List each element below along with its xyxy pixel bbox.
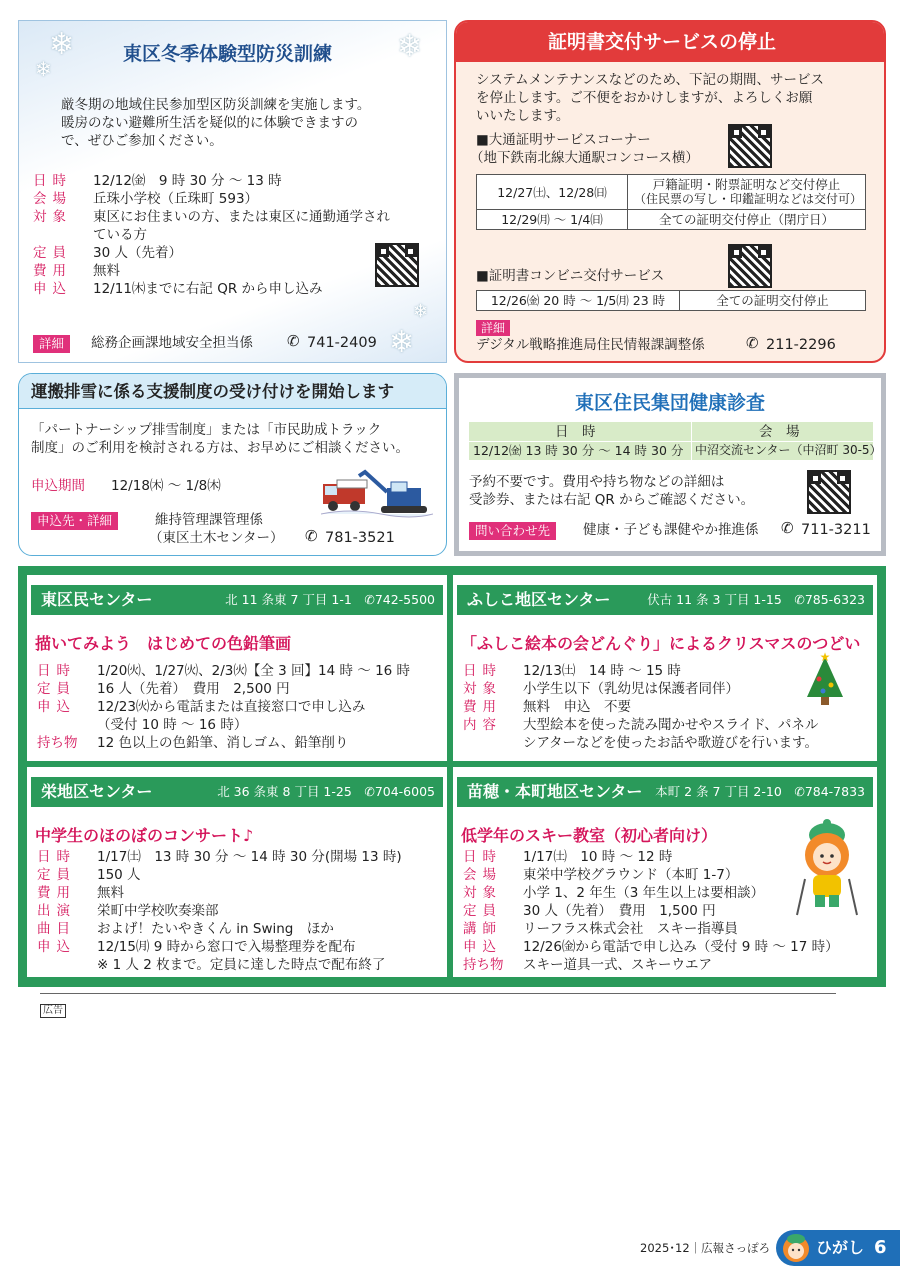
qr-code[interactable] bbox=[375, 243, 419, 287]
contact-text: 健康・子ども課健やか推進係 bbox=[583, 522, 759, 538]
phone-number: 741-2409 bbox=[307, 335, 377, 351]
center-address: 本町 2 条 7 丁目 2-10 bbox=[655, 784, 782, 799]
phone-number: 784-7833 bbox=[804, 784, 865, 799]
health-panel bbox=[454, 373, 886, 556]
period-value: 12/18㈭ ～ 1/8㈭ bbox=[111, 478, 221, 494]
contact-text: デジタル戦略推進局住民情報課調整係 bbox=[476, 337, 705, 353]
snowflake-icon: ❄ bbox=[35, 57, 52, 81]
phone-icon: ✆ bbox=[287, 332, 300, 350]
row-value: 大型絵本を使った読み聞かせやスライド、パネル bbox=[523, 717, 819, 733]
row-label: 申込 bbox=[33, 281, 72, 297]
corner-sub: （地下鉄南北線大通駅コンコース横） bbox=[470, 150, 699, 166]
row-label: 曲目 bbox=[37, 921, 76, 937]
phone-icon: ✆ bbox=[794, 592, 805, 607]
phone-icon: ✆ bbox=[781, 519, 794, 537]
phone-icon: ✆ bbox=[305, 527, 318, 545]
row-value: 12/15㈪ 9 時から窓口で入場整理券を配布 bbox=[97, 939, 356, 955]
snow-truck-illustration bbox=[321, 466, 433, 518]
center-name: 東区民センター bbox=[41, 590, 153, 609]
snowflake-icon: ❄ bbox=[389, 325, 415, 360]
phone-number: 781-3521 bbox=[325, 530, 395, 546]
row-label: 講師 bbox=[463, 921, 502, 937]
center-header bbox=[31, 585, 443, 615]
drill-intro-2: 暖房のない避難所生活を疑似的に体験できますの bbox=[61, 115, 358, 131]
health-title: 東区住民集団健康診査 bbox=[575, 392, 766, 414]
desc-cell: 全ての証明交付停止（閉庁日） bbox=[628, 210, 866, 230]
row-value: 12 色以上の色鉛筆、消しゴム、鉛筆削り bbox=[97, 735, 349, 751]
health-note-2: 受診券、または右記 QR からご確認ください。 bbox=[469, 492, 755, 508]
phone-number: 211-2296 bbox=[766, 337, 836, 353]
event-title: 「ふしこ絵本の会どんぐり」によるクリスマスのつどい bbox=[461, 634, 861, 653]
row-value: 12/13㈯ 14 時 ～ 15 時 bbox=[523, 663, 681, 679]
row-label: 費用 bbox=[33, 263, 72, 279]
center-address: 北 11 条東 7 丁目 1-1 bbox=[225, 592, 352, 607]
row-value: ている方 bbox=[93, 227, 147, 243]
period-label: 申込期間 bbox=[31, 478, 85, 494]
row-value: スキー道具一式、スキーウエア bbox=[523, 957, 712, 973]
cert-intro-1: システムメンテナンスなどのため、下記の期間、サービス bbox=[476, 72, 825, 88]
snowflake-icon: ❄ bbox=[397, 29, 423, 64]
center-header bbox=[457, 585, 873, 615]
drill-title: 東区冬季体験型防災訓練 bbox=[123, 43, 333, 65]
phone-number: 742-5500 bbox=[374, 592, 435, 607]
row-label: 申込 bbox=[463, 939, 502, 955]
center-header bbox=[457, 777, 873, 807]
row-value: 16 人（先着） 費用 2,500 円 bbox=[97, 681, 290, 697]
footer-issue: 2025･12｜広報さっぽろ bbox=[640, 1241, 771, 1255]
row-label: 定員 bbox=[33, 245, 72, 261]
row-value: 12/11㈭までに右記 QR から申し込み bbox=[93, 281, 323, 297]
snow-panel bbox=[18, 373, 447, 556]
qr-code[interactable] bbox=[728, 244, 772, 288]
row-value: 1/17㈯ 10 時 ～ 12 時 bbox=[523, 849, 673, 865]
mascot-icon bbox=[780, 1232, 812, 1264]
row-value: 小学生以下（乳幼児は保護者同伴） bbox=[523, 681, 739, 697]
row-value: シアターなどを使ったお話や歌遊びを行います。 bbox=[523, 735, 818, 751]
qr-code[interactable] bbox=[807, 470, 851, 514]
phone-number: 704-6005 bbox=[374, 784, 435, 799]
cert-panel bbox=[454, 20, 886, 363]
row-label: 対象 bbox=[33, 209, 72, 225]
row-label: 対象 bbox=[463, 681, 502, 697]
detail-badge: 詳細 bbox=[33, 335, 70, 353]
ad-divider bbox=[40, 993, 836, 994]
center-address: 伏古 11 条 3 丁目 1-15 bbox=[647, 592, 782, 607]
drill-intro-3: で、ぜひご参加ください。 bbox=[61, 133, 223, 149]
phone-icon: ✆ bbox=[364, 784, 375, 799]
row-value: （受付 10 時 ～ 16 時） bbox=[97, 717, 248, 733]
row-value: リーフラス株式会社 スキー指導員 bbox=[523, 921, 738, 937]
row-label: 対象 bbox=[463, 885, 502, 901]
row-value: 無料 bbox=[97, 885, 124, 901]
row-value: 栄町中学校吹奏楽部 bbox=[97, 903, 219, 919]
phone-icon: ✆ bbox=[746, 334, 759, 352]
snowflake-icon: ❄ bbox=[49, 27, 75, 62]
row-label: 費用 bbox=[463, 699, 502, 715]
center-name: 栄地区センター bbox=[41, 782, 153, 801]
snowflake-icon: ❄ bbox=[413, 301, 429, 322]
row-label: 日時 bbox=[463, 663, 502, 679]
centers-frame bbox=[18, 566, 886, 987]
row-value: 12/12㈮ 9 時 30 分 ～ 13 時 bbox=[93, 173, 282, 189]
desc-cell: 全ての証明交付停止 bbox=[680, 291, 866, 311]
period-cell: 12/26㈮ 20 時 ～ 1/5㈪ 23 時 bbox=[477, 291, 680, 311]
row-label: 会場 bbox=[33, 191, 72, 207]
row-value: 1/20㈫、1/27㈫、2/3㈫【全 3 回】14 時 ～ 16 時 bbox=[97, 663, 411, 679]
row-label: 日時 bbox=[37, 849, 76, 865]
skier-child-illustration bbox=[787, 817, 873, 917]
row-label: 申込 bbox=[37, 939, 76, 955]
event-title: 中学生のほのぼのコンサート♪ bbox=[35, 826, 254, 845]
row-value: 30 人（先着） 費用 1,500 円 bbox=[523, 903, 716, 919]
row-value: 小学 1、2 年生（3 年生以上は要相談） bbox=[523, 885, 765, 901]
row-label: 日時 bbox=[463, 849, 502, 865]
contact-text: （東区土木センター） bbox=[149, 530, 284, 546]
head-place: 会 場 bbox=[759, 424, 800, 440]
row-label: 定員 bbox=[37, 867, 76, 883]
ad-label: 広告 bbox=[40, 1004, 66, 1018]
contact-text: 維持管理課管理係 bbox=[155, 512, 263, 528]
row-label: 会場 bbox=[463, 867, 502, 883]
snow-intro-2: 制度」のご利用を検討される方は、お早めにご相談ください。 bbox=[31, 440, 409, 456]
period-cell: 12/29㈪ ～ 1/4㈰ bbox=[477, 210, 628, 230]
conv-table bbox=[476, 290, 866, 311]
event-title: 低学年のスキー教室（初心者向け） bbox=[461, 826, 718, 845]
detail-badge: 問い合わせ先 bbox=[469, 522, 556, 540]
center-address: 北 36 条東 8 丁目 1-25 bbox=[217, 784, 352, 799]
snow-intro-1: 「パートナーシップ排雪制度」または「市民助成トラック bbox=[31, 422, 382, 438]
center-name: ふしこ地区センター bbox=[467, 590, 611, 609]
row-label: 費用 bbox=[37, 885, 76, 901]
center-card bbox=[453, 575, 877, 761]
center-header bbox=[31, 777, 443, 807]
footer-section-tab bbox=[776, 1230, 900, 1266]
cert-title: 証明書交付サービスの停止 bbox=[548, 31, 777, 53]
row-value: 30 人（先着） bbox=[93, 245, 182, 261]
row-value: 無料 bbox=[93, 263, 120, 279]
period-cell: 12/27㈯、12/28㈰ bbox=[477, 175, 628, 210]
svg-text:★: ★ bbox=[819, 651, 831, 664]
event-title: 描いてみよう はじめての色鉛筆画 bbox=[35, 634, 292, 653]
center-card bbox=[453, 767, 877, 977]
health-note-1: 予約不要です。費用や持ち物などの詳細は bbox=[469, 474, 725, 490]
row-value: およげ！たいやきくん in Swing ほか bbox=[97, 921, 334, 937]
detail-badge: 申込先・詳細 bbox=[31, 512, 118, 530]
footer-section: ひがし bbox=[816, 1238, 865, 1257]
conv-title: ■証明書コンビニ交付サービス bbox=[476, 268, 665, 284]
row-value: 丘珠小学校（丘珠町 593） bbox=[93, 191, 259, 207]
desc-cell: 戸籍証明・附票証明など交付停止 （住民票の写し・印鑑証明などは交付可） bbox=[628, 175, 866, 210]
snow-title: 運搬排雪に係る支援制度の受け付けを開始します bbox=[31, 382, 394, 401]
footer-page-number: 6 bbox=[874, 1237, 887, 1258]
row-value: 無料 申込 不要 bbox=[523, 699, 631, 715]
drill-intro-1: 厳冬期の地域住民参加型区防災訓練を実施します。 bbox=[61, 97, 371, 113]
center-card bbox=[27, 575, 447, 761]
center-name: 苗穂・本町地区センター bbox=[467, 782, 643, 801]
cert-intro-3: いいたします。 bbox=[476, 108, 570, 124]
date-value: 12/12㈮ 13 時 30 分 ～ 14 時 30 分 bbox=[473, 443, 684, 458]
row-value: 150 人 bbox=[97, 867, 141, 883]
row-label: 申込 bbox=[37, 699, 76, 715]
row-value: 12/26㈮から電話で申し込み（受付 9 時 ～ 17 時） bbox=[523, 939, 839, 955]
cert-intro-2: を停止します。ご不便をおかけしますが、よろしくお願 bbox=[476, 90, 813, 106]
row-value: 12/23㈫から電話または直接窓口で申し込み bbox=[97, 699, 366, 715]
christmas-tree-illustration bbox=[803, 651, 847, 711]
row-value: 東区にお住まいの方、または東区に通勤通学され bbox=[93, 209, 390, 225]
phone-icon: ✆ bbox=[364, 592, 375, 607]
detail-badge: 詳細 bbox=[476, 320, 510, 336]
head-date: 日 時 bbox=[555, 424, 596, 440]
place-value: 中沼交流センター（中沼町 30-5） bbox=[695, 443, 882, 457]
row-value: 東栄中学校グラウンド（本町 1-7） bbox=[523, 867, 739, 883]
drill-panel bbox=[18, 20, 447, 363]
health-table bbox=[469, 422, 882, 460]
phone-number: 785-6323 bbox=[804, 592, 865, 607]
row-label: 定員 bbox=[463, 903, 502, 919]
row-label: 日時 bbox=[33, 173, 72, 189]
corner-title: ■大通証明サービスコーナー bbox=[476, 132, 651, 148]
row-label: 出演 bbox=[37, 903, 76, 919]
row-label: 日時 bbox=[37, 663, 76, 679]
phone-number: 711-3211 bbox=[801, 522, 871, 538]
corner-table bbox=[476, 174, 866, 230]
footer-publication: 広報さっぽろ bbox=[701, 1241, 771, 1255]
row-label: 持ち物 bbox=[37, 735, 78, 751]
contact-text: 総務企画課地域安全担当係 bbox=[91, 335, 253, 351]
row-label: 持ち物 bbox=[463, 957, 504, 973]
qr-code[interactable] bbox=[728, 124, 772, 168]
row-label: 内容 bbox=[463, 717, 502, 733]
center-card bbox=[27, 767, 447, 977]
phone-icon: ✆ bbox=[794, 784, 805, 799]
row-value: 1/17㈯ 13 時 30 分 ～ 14 時 30 分(開場 13 時) bbox=[97, 849, 402, 865]
row-label: 定員 bbox=[37, 681, 76, 697]
row-value: ※ 1 人 2 枚まで。定員に達した時点で配布終了 bbox=[97, 957, 386, 973]
